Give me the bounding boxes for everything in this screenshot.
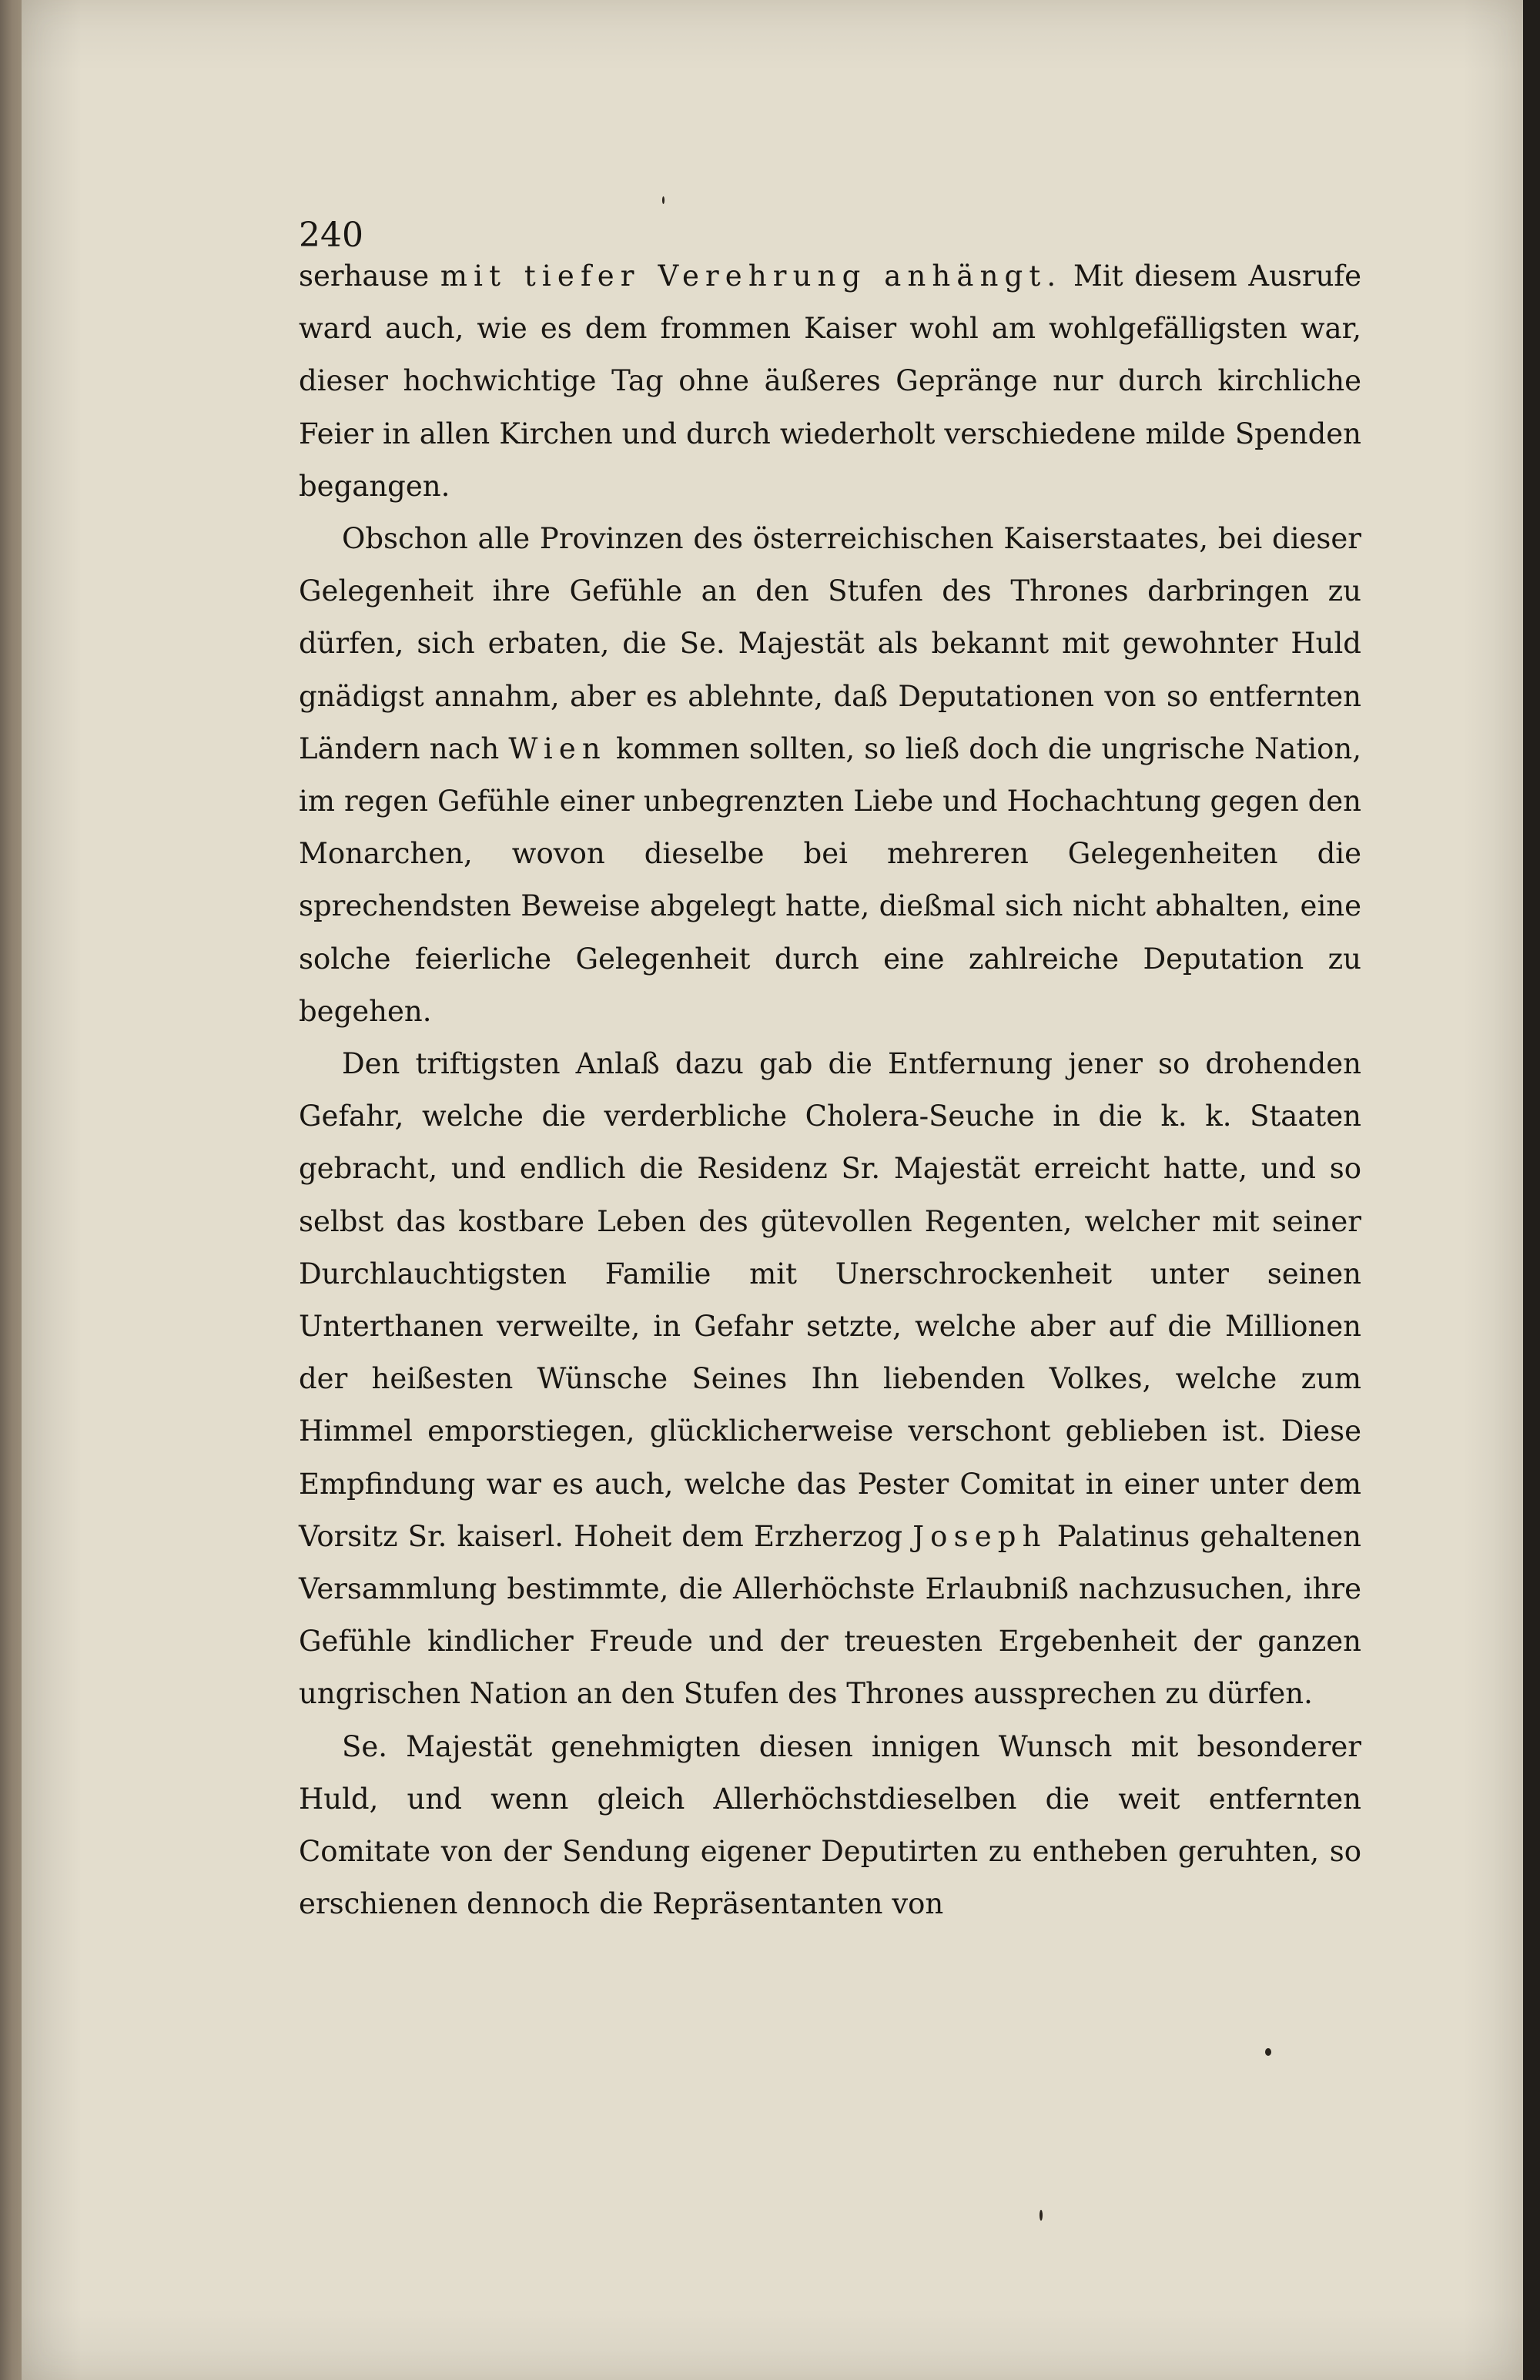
text-run: Obschon alle Provinzen des österreichischen Kaiserstaates, bei dieser Gelegenheit ihre Gefühle an den Stufen des Thrones darbringen zu dürfen, sich erbaten, die Se. Majestät als bekannt mit gewohnter Huld gnädigst annahm, aber es ablehnte, daß Deputationen von so entfernten Ländern nach — [299, 522, 1361, 765]
ink-speck — [1040, 2210, 1043, 2221]
text-run: serhause — [299, 259, 440, 293]
emphasized-text: mit tiefer Verehrung anhängt. — [440, 259, 1063, 293]
text-run: Den triftigsten Anlaß dazu gab die Entfernung jener so drohenden Gefahr, welche die verderbliche Cholera-Seuche in die k. k. Staaten gebracht, und endlich die Residenz Sr. Majestät erreicht hatte, und so selbst das kostbare Leben des gütevollen Regenten, welcher mit seiner Durchlauchtigsten Familie mit Unerschrockenheit unter seinen Unterthanen verweilte, in Gefahr setzte, welche aber auf die Millionen der heißesten Wünsche Seines Ihn liebenden Volkes, welche zum Himmel emporstiegen, glücklicherweise verschont geblieben ist. Diese Empfindung war es auch, welche das Pester Comitat in einer unter dem Vorsitz Sr. kaiserl. Hoheit dem Erzherzog — [299, 1047, 1361, 1553]
emphasized-person-name: Joseph — [912, 1519, 1047, 1553]
paragraph-2 — [299, 513, 1361, 1038]
body-text — [299, 250, 1361, 1931]
page-number: 240 — [299, 216, 363, 255]
paragraph-1 — [299, 250, 1361, 513]
text-run: Mit diesem Ausrufe ward auch, wie es dem frommen Kaiser wohl am wohlgefälligsten war, dieser hochwichtige Tag ohne äußeres Gepränge nur durch kirchliche Feier in allen Kirchen und durch wiederholt verschiedene milde Spenden begangen. — [299, 259, 1361, 503]
text-run: Palatinus gehaltenen Versammlung bestimmte, die Allerhöchste Erlaubniß nachzusuchen, ihre Gefühle kindlicher Freude und der treuesten Ergebenheit der ganzen ungrischen Nation an den Stufen des Thrones aussprechen zu dürfen. — [299, 1519, 1361, 1711]
paragraph-3 — [299, 1038, 1361, 1721]
ink-speck — [662, 196, 665, 204]
text-run: kommen sollten, so ließ doch die ungrische Nation, im regen Gefühle einer unbegrenzten Liebe und Hochachtung gegen den Monarchen, wovon dieselbe bei mehreren Gelegenheiten die sprechendsten Beweise abgelegt hatte, dießmal sich nicht abhalten, eine solche feierliche Gelegenheit durch eine zahlreiche Deputation zu begehen. — [299, 731, 1361, 1028]
text-run: Se. Majestät genehmigten diesen innigen Wunsch mit besonderer Huld, und wenn gleich Allerhöchstdieselben die weit entfernten Comitate von der Sendung eigener Deputirten zu entheben geruhten, so erschienen dennoch die Repräsentanten von — [299, 1729, 1361, 1921]
emphasized-place-name: Wien — [508, 731, 607, 765]
ink-speck — [1265, 2048, 1271, 2056]
paragraph-4 — [299, 1721, 1361, 1931]
book-page — [22, 0, 1523, 2380]
